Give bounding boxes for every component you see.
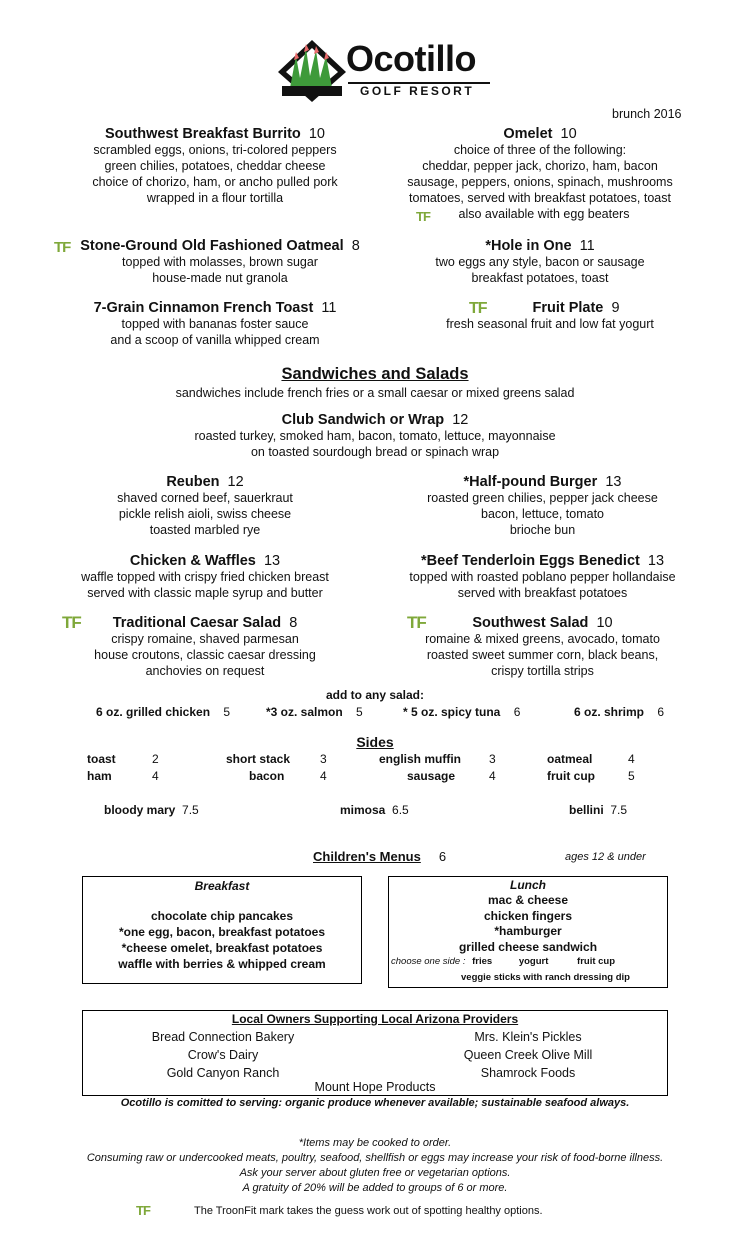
item-title: Traditional Caesar Salad (112, 615, 282, 631)
item-desc: topped with molasses, brown sugar house-made nut granola (122, 255, 318, 285)
ocotillo-logo-icon (276, 38, 348, 104)
troonfit-icon: TF (416, 209, 430, 224)
item-title: Chicken & Waffles (129, 553, 256, 569)
side-price: 3 (489, 752, 496, 766)
local-left-list: Bread Connection Bakery Crow's Dairy Gold Canyon Ranch (151, 1030, 295, 1080)
kids-lunch-list: mac & cheese chicken fingers *hamburger grilled cheese sandwich (458, 893, 598, 954)
troonfit-icon: TF (54, 239, 71, 256)
section-heading-sandwiches: Sandwiches and Salads (281, 365, 469, 383)
brand-subtitle: GOLF RESORT (360, 84, 475, 98)
brand-name: Ocotillo (346, 38, 476, 79)
item-price: 8 (289, 615, 298, 631)
side-price: 4 (320, 769, 327, 783)
item-french-toast (30, 300, 400, 348)
item-title: Omelet (503, 126, 553, 142)
item-chicken-waffles (30, 553, 380, 601)
kids-breakfast-title: Breakfast (194, 879, 250, 893)
side-item: bacon (249, 769, 285, 783)
addon-item: 6 oz. shrimp 6 (574, 705, 665, 719)
item-desc: roasted turkey, smoked ham, bacon, tomato, lettuce, mayonnaise on toasted sourdough bread or spinach wrap (194, 429, 556, 459)
drink-item: bellini 7.5 (569, 803, 628, 817)
troonfit-icon: TF (136, 1203, 150, 1218)
item-desc: scrambled eggs, onions, tri-colored peppers green chilies, potatoes, cheddar cheese choice of chorizo, ham, or ancho pulled pork wrapped in a flour tortilla (92, 143, 338, 205)
addon-item: *3 oz. salmon 5 (266, 705, 363, 719)
item-southwest-salad (370, 615, 715, 679)
item-title: Fruit Plate (532, 300, 604, 316)
side-price: 5 (628, 769, 635, 783)
item-price: 12 (227, 474, 244, 490)
item-club (0, 412, 750, 460)
side-item: toast (87, 752, 116, 766)
item-title: 7-Grain Cinnamon French Toast (93, 300, 314, 316)
side-item: oatmeal (547, 752, 593, 766)
item-burrito (30, 126, 400, 206)
local-right-list: Mrs. Klein's Pickles Queen Creek Olive Mill Shamrock Foods (463, 1030, 593, 1080)
item-price: 8 (351, 238, 360, 254)
sandwiches-note: sandwiches include french fries or a small caesar or mixed greens salad (175, 386, 575, 400)
drink-item: bloody mary 7.5 (104, 803, 199, 817)
item-fruit-plate (380, 300, 720, 332)
item-burger (370, 474, 715, 538)
kids-lunch-title: Lunch (510, 878, 546, 892)
side-item: ham (87, 769, 112, 783)
item-reuben (30, 474, 380, 538)
local-center: Mount Hope Products (314, 1080, 436, 1094)
item-title: *Half-pound Burger (463, 474, 598, 490)
item-title: *Beef Tenderloin Eggs Benedict (420, 553, 640, 569)
item-price: 12 (452, 412, 469, 428)
logo (276, 38, 490, 104)
item-desc: topped with roasted poblano pepper hollandaise served with breakfast potatoes (409, 570, 676, 600)
item-price: 9 (611, 300, 620, 316)
item-desc: fresh seasonal fruit and low fat yogurt (446, 317, 654, 331)
kids-breakfast-box (82, 876, 362, 984)
item-price: 13 (647, 553, 665, 569)
troonfit-note: The TroonFit mark takes the guess work out of spotting healthy options. (194, 1205, 543, 1217)
kids-veggie: veggie sticks with ranch dressing dip (461, 972, 630, 983)
item-price: 10 (560, 126, 577, 142)
children-heading: Children's Menus 6 (313, 849, 447, 864)
item-desc: shaved corned beef, sauerkraut pickle relish aioli, swiss cheese toasted marbled rye (117, 491, 293, 537)
item-price: 13 (605, 474, 622, 490)
item-desc: choice of three of the following: cheddar, pepper jack, chorizo, ham, bacon sausage, peppers, onions, spinach, mushrooms tomatoes, served with breakfast potatoes, toast also available with egg beaters (407, 143, 673, 221)
item-omelet (360, 126, 720, 222)
footer-notes: *Items may be cooked to order. Consuming raw or undercooked meats, poultry, seafood, shellfish or eggs may increase your risk of food-borne illness. Ask your server about gluten free or vegetarian options. A gratuity of 20% will be added to groups of 6 or more. (86, 1137, 664, 1194)
item-desc: roasted green chilies, pepper jack cheese bacon, lettuce, tomato brioche bun (427, 491, 658, 537)
item-benedict (370, 553, 715, 601)
local-heading: Local Owners Supporting Local Arizona Providers (231, 1012, 519, 1026)
item-price: 10 (596, 615, 613, 631)
side-item: fruit cup (547, 769, 595, 783)
kids-lunch-box (388, 876, 668, 988)
side-item: english muffin (379, 752, 461, 766)
side-item: short stack (226, 752, 291, 766)
item-hole-in-one (360, 238, 720, 286)
troonfit-icon: TF (62, 613, 81, 632)
side-price: 4 (628, 752, 635, 766)
commitment-note: Ocotillo is comitted to serving: organic produce whenever available; sustainable seafood always. (120, 1097, 630, 1109)
addon-item: 6 oz. grilled chicken 5 (96, 705, 231, 719)
children-ages: ages 12 & under (565, 851, 646, 863)
troonfit-icon: TF (469, 300, 487, 317)
item-title: Club Sandwich or Wrap (281, 412, 445, 428)
addons-title: add to any salad: (325, 688, 425, 702)
addon-item: * 5 oz. spicy tuna 6 (403, 705, 521, 719)
item-title: *Hole in One (485, 238, 572, 254)
section-heading-sides: Sides (356, 734, 394, 750)
drink-item: mimosa 6.5 (340, 803, 409, 817)
item-title: Stone-Ground Old Fashioned Oatmeal (80, 238, 344, 254)
item-desc: two eggs any style, bacon or sausage breakfast potatoes, toast (435, 255, 645, 285)
side-price: 3 (320, 752, 327, 766)
item-title: Southwest Salad (472, 615, 589, 631)
item-caesar (30, 615, 380, 679)
item-price: 11 (321, 300, 337, 316)
item-oatmeal (60, 238, 380, 286)
edition-label: brunch 2016 (612, 107, 682, 121)
side-price: 4 (489, 769, 496, 783)
item-price: 13 (263, 553, 281, 569)
side-price: 4 (152, 769, 159, 783)
side-price: 2 (152, 752, 159, 766)
item-desc: romaine & mixed greens, avocado, tomato roasted sweet summer corn, black beans, crispy tortilla strips (425, 632, 660, 678)
kids-side-choice: choose one side : fries yogurt fruit cup (391, 956, 616, 967)
item-title: Reuben (166, 474, 220, 490)
item-price: 11 (579, 238, 595, 254)
item-desc: crispy romaine, shaved parmesan house croutons, classic caesar dressing anchovies on request (94, 632, 316, 678)
kids-breakfast-list: chocolate chip pancakes *one egg, bacon, breakfast potatoes *cheese omelet, breakfast potatoes waffle with berries & whipped cream (118, 909, 326, 971)
item-price: 10 (308, 126, 325, 142)
item-title: Southwest Breakfast Burrito (105, 126, 301, 142)
side-item: sausage (407, 769, 456, 783)
item-desc: waffle topped with crispy fried chicken breast served with classic maple syrup and butter (81, 570, 329, 600)
item-desc: topped with bananas foster sauce and a scoop of vanilla whipped cream (110, 317, 320, 347)
troonfit-icon: TF (407, 613, 426, 632)
local-providers-box (82, 1010, 668, 1096)
